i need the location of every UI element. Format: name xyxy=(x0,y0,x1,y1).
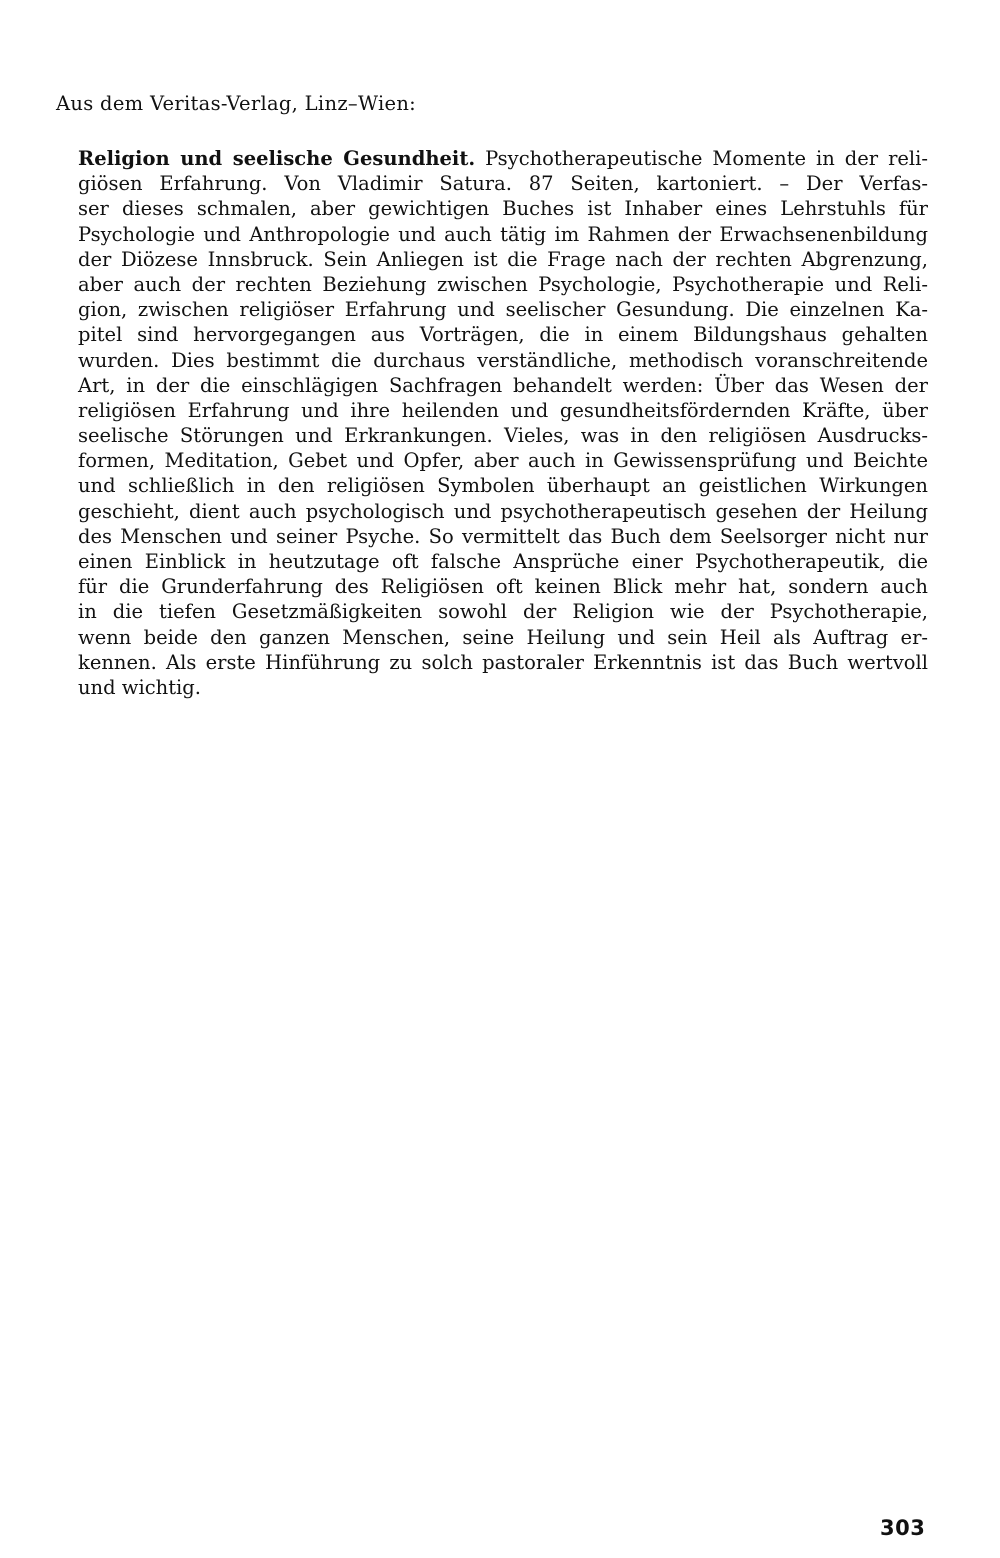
review-line: für die Grunderfahrung des Religiösen oft keinen Blick mehr hat, sondern auch xyxy=(78,575,928,599)
review-line-text: Psychotherapeutische Momente in der reli- xyxy=(475,147,928,170)
review-line: Art, in der die einschlägigen Sachfragen behandelt werden: Über das Wesen der xyxy=(78,373,928,397)
review-line: wenn beide den ganzen Menschen, seine Heilung und sein Heil als Auftrag er- xyxy=(78,625,928,649)
review-line: formen, Meditation, Gebet und Opfer, aber auch in Gewissensprüfung und Beichte xyxy=(78,449,928,473)
review-line: geschieht, dient auch psychologisch und psychotherapeutisch gesehen der Heilung xyxy=(78,499,928,523)
review-line: Psychologie und Anthropologie und auch tätig im Rahmen der Erwachsenenbildung xyxy=(78,222,928,246)
review-line: in die tiefen Gesetzmäßigkeiten sowohl der Religion wie der Psychotherapie, xyxy=(78,600,928,624)
review-line: ser dieses schmalen, aber gewichtigen Buches ist Inhaber eines Lehrstuhls für xyxy=(78,197,928,221)
review-line: des Menschen und seiner Psyche. So vermittelt das Buch dem Seelsorger nicht nur xyxy=(78,524,928,548)
review-line: einen Einblick in heutzutage oft falsche Ansprüche einer Psychotherapeutik, die xyxy=(78,550,928,573)
review-line: religiösen Erfahrung und ihre heilenden und gesundheitsfördernden Kräfte, über xyxy=(78,398,928,422)
review-line: und wichtig. xyxy=(78,675,201,699)
review-line: der Diözese Innsbruck. Sein Anliegen ist die Frage nach der rechten Abgrenzung, xyxy=(78,247,928,271)
review-line: seelische Störungen und Erkrankungen. Vieles, was in den religiösen Ausdrucks- xyxy=(78,424,928,448)
page-number: 303 xyxy=(880,1516,926,1540)
review-line: giösen Erfahrung. Von Vladimir Satura. 87 Seiten, kartoniert. – Der Verfas- xyxy=(78,172,928,196)
publisher-heading: Aus dem Veritas-Verlag, Linz–Wien: xyxy=(56,92,417,115)
review-line: und schließlich in den religiösen Symbolen überhaupt an geistlichen Wirkungen xyxy=(78,474,928,498)
review-line: gion, zwischen religiöser Erfahrung und seelischer Gesundung. Die einzelnen Ka- xyxy=(78,298,928,322)
review-line xyxy=(78,146,928,171)
review-book-title: Religion und seelische Gesundheit. xyxy=(78,147,476,170)
book-review xyxy=(78,146,928,700)
review-line: kennen. Als erste Hinführung zu solch pastoraler Erkenntnis ist das Buch wertvoll xyxy=(78,650,928,674)
review-line: pitel sind hervorgegangen aus Vorträgen, die in einem Bildungshaus gehalten xyxy=(78,323,928,347)
review-line: aber auch der rechten Beziehung zwischen Psychologie, Psychotherapie und Reli- xyxy=(78,272,928,296)
review-line: wurden. Dies bestimmt die durchaus verständliche, methodisch voranschreitende xyxy=(78,348,928,372)
